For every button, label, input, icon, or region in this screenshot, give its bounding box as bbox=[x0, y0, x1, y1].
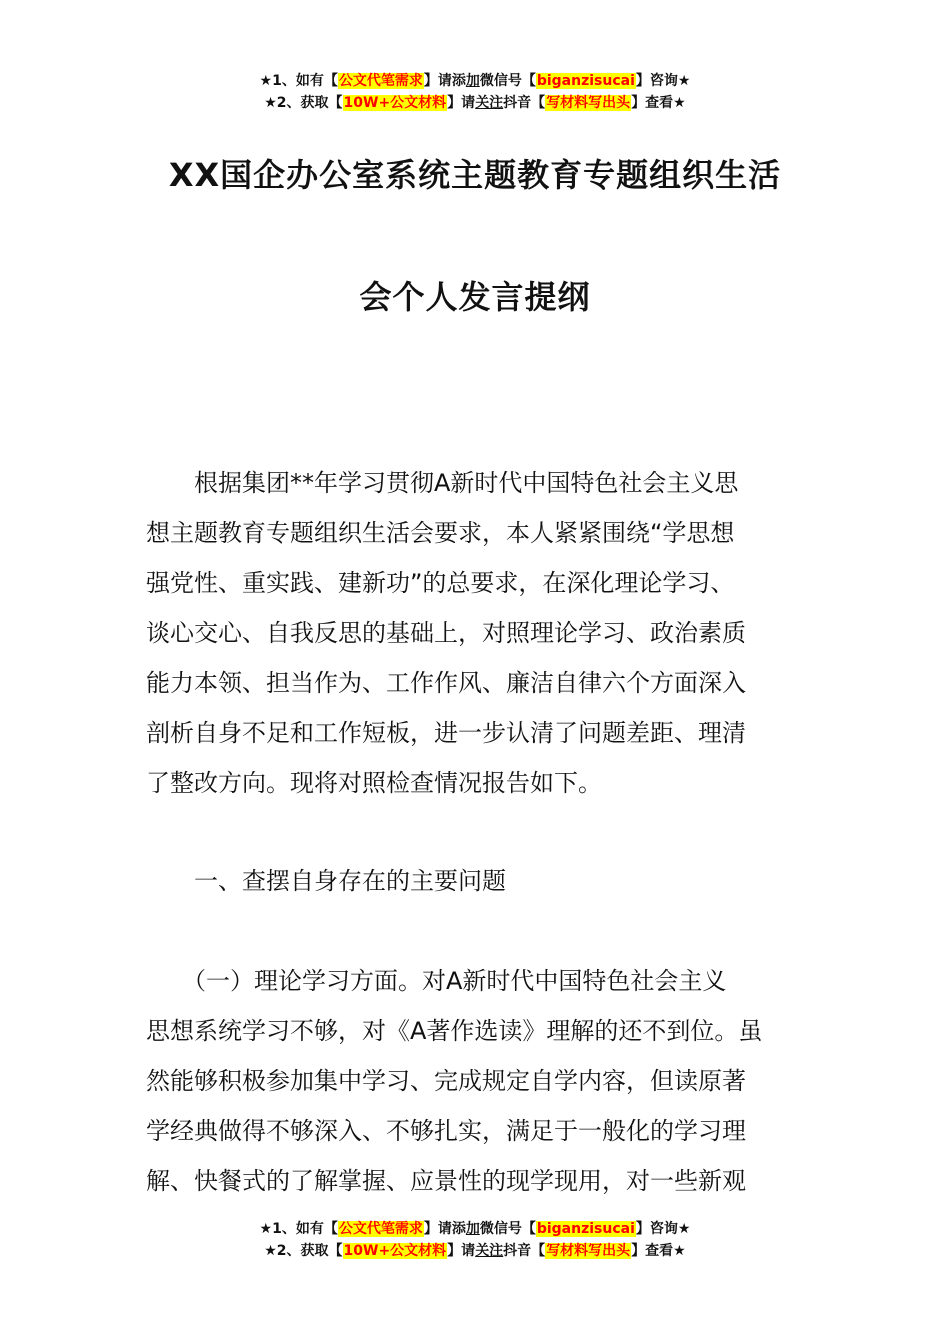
promo-text: 微信号【 bbox=[479, 1221, 536, 1237]
heading-text: 一、查摆自身存在的主要问题 bbox=[146, 867, 506, 895]
promo-text: 】请 bbox=[447, 1243, 476, 1259]
promo-text: 】请添 bbox=[423, 73, 466, 89]
promo-highlight: 10W+公文材料 bbox=[343, 1243, 447, 1259]
promo-highlight: biganzisucai bbox=[536, 1221, 635, 1237]
text-line: 想主题教育专题组织生活会要求，本人紧紧围绕“学思想 bbox=[146, 519, 735, 547]
text-line: 剖析自身不足和工作短板，进一步认清了问题差距、理清 bbox=[146, 719, 746, 747]
text-line: （一）理论学习方面。对A新时代中国特色社会主义 bbox=[146, 967, 727, 995]
promo-text: ★1、如有【 bbox=[259, 73, 338, 89]
promo-text: ★2、获取【 bbox=[264, 1243, 343, 1259]
promo-text: ★1、如有【 bbox=[259, 1221, 338, 1237]
promo-banner-top bbox=[0, 70, 950, 114]
promo-underline: 加 bbox=[465, 73, 480, 89]
text-line: 然能够积极参加集中学习、完成规定自学内容，但读原著 bbox=[146, 1067, 746, 1095]
promo-text: 】咨询★ bbox=[635, 73, 691, 89]
promo-text: 】咨询★ bbox=[635, 1221, 691, 1237]
promo-line-1 bbox=[0, 70, 950, 92]
promo-text: 抖音【 bbox=[503, 1243, 546, 1259]
text-line: 解、快餐式的了解掌握、应景性的现学现用，对一些新观 bbox=[146, 1167, 746, 1195]
text-line: 强党性、重实践、建新功”的总要求，在深化理论学习、 bbox=[146, 569, 735, 597]
promo-line-2 bbox=[0, 1240, 950, 1262]
text-line: 学经典做得不够深入、不够扎实，满足于一般化的学习理 bbox=[146, 1117, 746, 1145]
promo-text: 微信号【 bbox=[479, 73, 536, 89]
section-heading-1 bbox=[146, 856, 806, 906]
promo-highlight: 写材料写出头 bbox=[546, 1243, 631, 1259]
document-title-line-1: XX国企办公室系统主题教育专题组织生活 bbox=[168, 156, 782, 194]
section-1-paragraph bbox=[146, 956, 806, 1206]
promo-text: 】请添 bbox=[423, 1221, 466, 1237]
intro-paragraph bbox=[146, 458, 806, 808]
promo-text: 抖音【 bbox=[503, 95, 546, 111]
promo-highlight: biganzisucai bbox=[536, 73, 635, 89]
promo-text: 】查看★ bbox=[631, 1243, 686, 1259]
text-line: 谈心交心、自我反思的基础上，对照理论学习、政治素质 bbox=[146, 619, 746, 647]
promo-underline: 关注 bbox=[475, 1243, 504, 1259]
text-line: 能力本领、担当作为、工作作风、廉洁自律六个方面深入 bbox=[146, 669, 746, 697]
promo-line-2 bbox=[0, 92, 950, 114]
promo-underline: 关注 bbox=[475, 95, 504, 111]
promo-text: 】请 bbox=[447, 95, 476, 111]
promo-text: ★2、获取【 bbox=[264, 95, 343, 111]
promo-banner-bottom bbox=[0, 1218, 950, 1262]
text-line: 思想系统学习不够，对《A著作选读》理解的还不到位。虽 bbox=[146, 1017, 763, 1045]
promo-highlight: 写材料写出头 bbox=[546, 95, 631, 111]
text-line: 根据集团**年学习贯彻A新时代中国特色社会主义思 bbox=[146, 469, 739, 497]
promo-line-1 bbox=[0, 1218, 950, 1240]
document-title-line-2: 会个人发言提纲 bbox=[359, 278, 591, 316]
promo-text: 】查看★ bbox=[631, 95, 686, 111]
promo-highlight: 10W+公文材料 bbox=[343, 95, 447, 111]
promo-underline: 加 bbox=[465, 1221, 480, 1237]
promo-highlight: 公文代笔需求 bbox=[338, 73, 423, 89]
text-line: 了整改方向。现将对照检查情况报告如下。 bbox=[146, 769, 602, 797]
promo-highlight: 公文代笔需求 bbox=[338, 1221, 423, 1237]
